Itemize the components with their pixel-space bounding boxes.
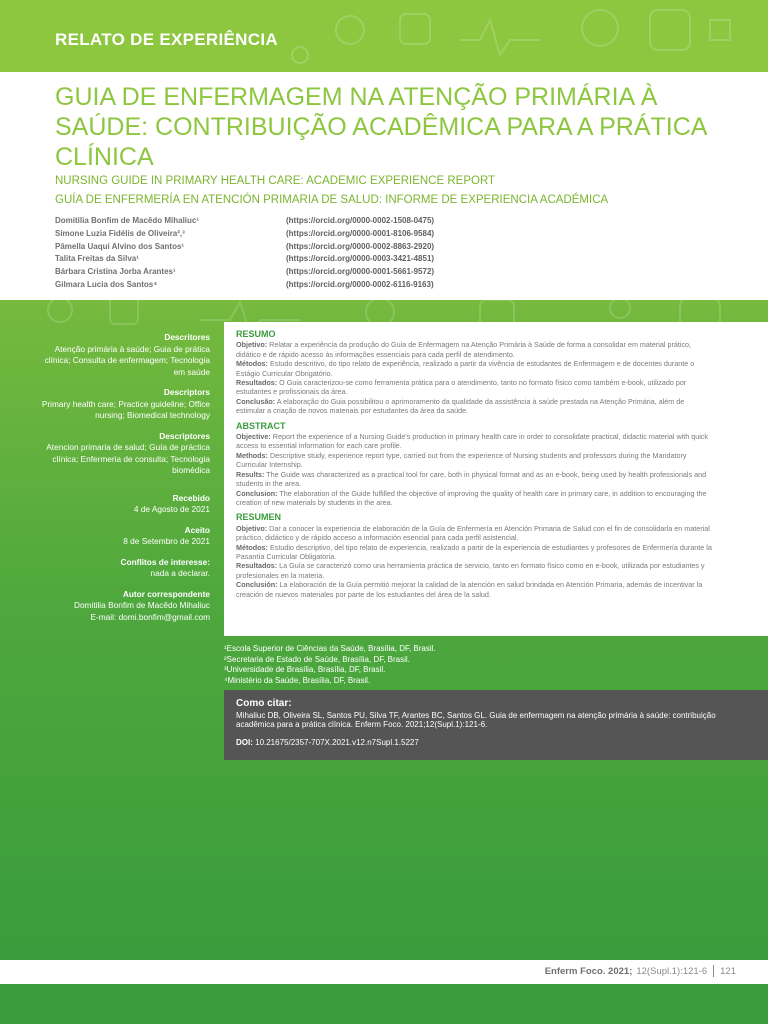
resumen-paragraph xyxy=(236,524,713,543)
resumo-text: O Guia caracterizou-se como ferramenta prática para o atendimento, tanto no formato físico como também e-book, utilizado por estudantes e profissionais da área. xyxy=(236,378,687,397)
descriptors-value: Primary health care; Practice guideline; Office nursing; Biomedical technology xyxy=(41,398,210,420)
resumo-paragraph xyxy=(236,359,713,378)
title-spanish: GUÍA DE ENFERMERÍA EN ATENCIÓN PRIMARIA DE SALUD: INFORME DE EXPERIENCIA ACADÉMICA xyxy=(55,194,609,206)
abstract-paragraph xyxy=(236,470,713,489)
journal-name: Enferm Foco. 2021; xyxy=(544,965,633,977)
author-row xyxy=(55,215,555,228)
abstract-paragraph xyxy=(236,489,713,508)
orcid-link[interactable]: (https://orcid.org/0000-0002-8863-2920) xyxy=(286,241,435,251)
header-bar xyxy=(0,0,768,72)
title-block xyxy=(55,82,735,210)
journal-issue: 12(Supl.1):121-6 xyxy=(636,965,708,977)
doi-label: DOI: xyxy=(236,737,253,747)
abstract-paragraph xyxy=(236,451,713,470)
abstract-paragraph xyxy=(236,432,713,451)
affiliation-item: ¹Escola Superior de Ciências da Saúde, Brasília, DF, Brasil. xyxy=(224,644,436,653)
author-name: Pâmella Uaqui Alvino dos Santos¹ xyxy=(55,241,185,251)
affiliation-item: ⁴Ministério da Saúde, Brasília, DF, Brasil. xyxy=(224,675,371,685)
affiliations xyxy=(224,644,724,686)
descriptores-heading: Descriptores xyxy=(159,430,210,441)
aceito-heading: Aceito xyxy=(184,524,210,535)
author-name: Gilmara Lucia dos Santos⁴ xyxy=(55,279,158,289)
resumen-paragraph xyxy=(236,561,713,580)
bottom-bar xyxy=(0,984,768,1024)
page-footer xyxy=(0,960,768,984)
orcid-link[interactable]: (https://orcid.org/0000-0002-1508-0475) xyxy=(286,216,435,225)
orcid-link[interactable]: (https://orcid.org/0000-0002-6116-9163) xyxy=(286,279,434,289)
abstract-label: Conclusion: xyxy=(236,488,278,498)
orcid-link[interactable]: (https://orcid.org/0000-0003-3421-4851) xyxy=(286,254,435,264)
article-title: GUIA DE ENFERMAGEM NA ATENÇÃO PRIMÁRIA À SAÚDE: CONTRIBUIÇÃO ACADÊMICA PARA A PRÁTICA CLÍNICA xyxy=(55,83,707,171)
resumen-heading: RESUMEN xyxy=(236,512,282,523)
resumen-text: Dar a conocer la experiencia de elaboración de la Guía de Enfermería en Atención Primaria de Salud con el fin de consolidarla en material práctico, didáctico y de rápido acceso a información esencial para cada perfil asistencial. xyxy=(236,523,710,543)
article-sidebar xyxy=(40,332,210,623)
resumo-heading: RESUMO xyxy=(236,329,276,339)
citation-box xyxy=(224,690,768,760)
resumo-text: A elaboração do Guia possibilitou o aprimoramento da qualidade da assistência à saúde prestada na Atenção Primária, além de estimular a criação de novos materiais por estudantes da área da saúde. xyxy=(236,396,685,416)
resumen-label: Resultados: xyxy=(236,561,278,571)
orcid-link[interactable]: (https://orcid.org/0000-0001-5661-9572) xyxy=(286,267,435,277)
resumen-text: La Guía se caracterizó como una herramienta práctica de servicio, tanto en formato físico como en e-book, utilizada por estudiantes y profesionales en la materia. xyxy=(236,561,705,580)
descriptores-value: Atencion primaria de salud; Guía de práctica clínica; Enfermeria de consulta; Tecnologia biomédica xyxy=(46,442,210,475)
author-list xyxy=(55,215,555,292)
resumo-label: Objetivo: xyxy=(236,340,268,350)
descritores-heading: Descritores xyxy=(164,332,210,342)
citation-text: Mihaliuc DB, Oliveira SL, Santos PU, Silva TF, Arantes BC, Santos GL. Guia de enfermagem na atenção primária à saúde: contribuição acadêmica para a prática clínica. Enferm Foco. 2021;12(Supl.1):121-6. xyxy=(236,710,716,730)
affiliation-item: ³Universidade de Brasília, Brasília, DF, Brasil. xyxy=(224,665,386,675)
abstract-label: Methods: xyxy=(236,450,268,460)
resumen-label: Objetivo: xyxy=(236,523,268,533)
autor-heading: Autor correspondente xyxy=(122,588,210,599)
section-label: RELATO DE EXPERIÊNCIA xyxy=(55,30,278,49)
conflitos-heading: Conflitos de interesse: xyxy=(120,556,210,567)
author-name: Bárbara Cristina Jorba Arantes¹ xyxy=(55,267,176,277)
affiliation-item: ²Secretaria de Estado de Saúde, Brasília, DF, Brasil. xyxy=(224,654,410,664)
resumo-label: Métodos: xyxy=(236,359,268,369)
citation-heading: Como citar: xyxy=(236,698,292,709)
title-english: NURSING GUIDE IN PRIMARY HEALTH CARE: ACADEMIC EXPERIENCE REPORT xyxy=(55,175,496,187)
footer-divider xyxy=(713,965,714,977)
abstract-text: Report the experience of a Nursing Guide's production in primary health care in order to consolidate practical, didactic material with quick access to essential information for each care profile. xyxy=(236,432,708,451)
author-row xyxy=(55,279,555,292)
author-name: Simone Luzia Fidélis de Oliveira²,³ xyxy=(55,228,185,238)
doi-value[interactable]: 10.21675/2357-707X.2021.v12.n7Supl.1.5227 xyxy=(252,737,419,747)
abstract-text: The Guide was characterized as a practical tool for care, both in physical format and as an e-book, being used by health professionals and students in the area. xyxy=(236,469,707,489)
descriptors-heading: Descriptors xyxy=(163,387,210,397)
resumo-text: Relatar a experiência da produção do Guia de Enfermagem na Atenção Primária à Saúde de forma a consolidar em material prático, didático e de rápido acesso às informações essenciais para cada perfil de atendimento. xyxy=(236,340,692,359)
author-name: Talita Freitas da Silva¹ xyxy=(55,254,139,264)
aceito-value: 8 de Setembro de 2021 xyxy=(123,536,210,546)
conflitos-value: nada a declarar. xyxy=(150,568,210,578)
resumo-text: Estudo descritivo, do tipo relato de experiência, realizado a partir da vivência de estudantes de Enfermagem e de docentes durante o Estágio Curricular Obrigatório. xyxy=(236,359,695,378)
page-number: 121 xyxy=(720,965,736,977)
author-row xyxy=(55,228,555,241)
abstract-label: Objective: xyxy=(236,432,271,442)
footer-reference xyxy=(545,965,736,977)
citation-doi[interactable] xyxy=(236,738,756,748)
abstract-text: The elaboration of the Guide fulfilled the objective of improving the quality of health care in primary care, in addition to encouraging the creation of new materials by students in the area. xyxy=(236,488,707,507)
author-row xyxy=(55,241,555,254)
autor-nome: Domitilia Bonfim de Macêdo Mihaliuc xyxy=(73,600,210,610)
resumen-label: Conclusión: xyxy=(236,580,278,590)
autor-email[interactable]: E-mail: domi.bonfim@gmail.com xyxy=(90,611,210,622)
descritores-value: Atenção primária à saúde; Guia de prática clínica; Consulta de enfermagem; Tecnologia em saúde xyxy=(44,343,210,377)
recebido-value: 4 de Agosto de 2021 xyxy=(133,504,210,514)
abstract-box xyxy=(224,322,768,636)
resumo-paragraph xyxy=(236,378,713,397)
resumo-label: Conclusão: xyxy=(236,396,276,406)
resumen-text: Estudio descriptivo, del tipo relato de experiencia, realizado a partir de la experiencia de estudiantes y profesores de Enfermería durante la Pasantía Curricular Obligatoria. xyxy=(236,542,712,561)
abstract-text: Descriptive study, experience report type, carried out from the experience of Nursing students and professors during the Mandatory Curricular Internship. xyxy=(236,450,687,470)
author-name: Domitilia Bonfim de Macêdo Mihaliuc¹ xyxy=(55,216,200,225)
resumen-label: Métodos: xyxy=(236,542,268,552)
resumo-paragraph xyxy=(236,397,713,416)
author-row xyxy=(55,253,555,266)
abstract-label: Results: xyxy=(236,469,265,479)
orcid-link[interactable]: (https://orcid.org/0000-0001-8106-9584) xyxy=(286,228,435,238)
author-row xyxy=(55,266,555,279)
abstract-heading: ABSTRACT xyxy=(236,420,286,431)
resumo-paragraph xyxy=(236,340,713,359)
resumen-paragraph xyxy=(236,543,713,562)
resumen-text: La elaboración de la Guía permitió mejorar la calidad de la atención en salud brindada en Atención Primaria, además de incentivar la creación de nuevos materiales por parte de los estudiantes del área de la salud. xyxy=(236,580,703,599)
resumen-paragraph xyxy=(236,580,713,599)
recebido-heading: Recebido xyxy=(172,492,210,503)
resumo-label: Resultados: xyxy=(236,378,278,388)
